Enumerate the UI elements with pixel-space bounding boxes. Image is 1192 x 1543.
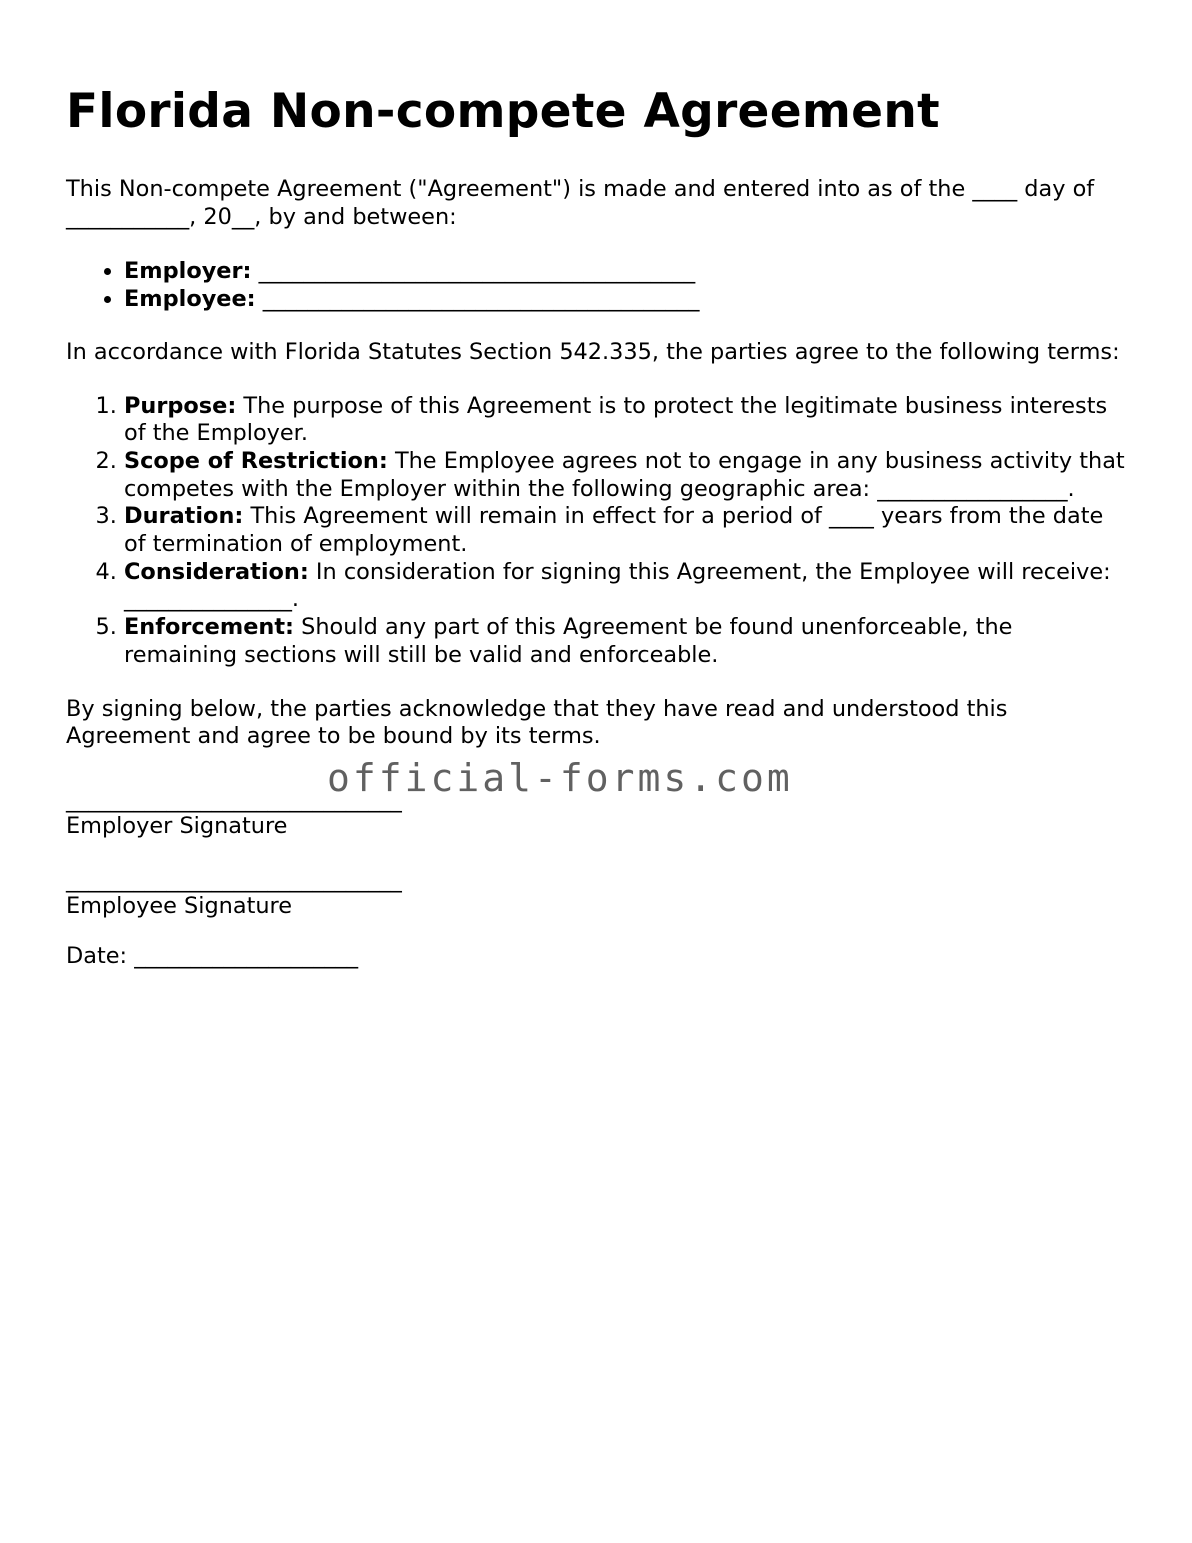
page-title: Florida Non-compete Agreement [66,84,940,139]
term-heading: Duration: [124,503,244,530]
acknowledgment-paragraph: By signing below, the parties acknowledge that they have read and understood this Agreement and agree to be bound by its terms. [66,695,1008,750]
term-purpose [124,393,1126,448]
term-heading: Purpose: [124,392,237,419]
term-text: The purpose of this Agreement is to protect the legitimate business interests of the Employer. [124,392,1108,447]
employee-signature-label: Employee Signature [66,892,293,919]
party-employer [124,257,1126,285]
term-duration [124,503,1126,558]
document-page [66,82,1126,969]
date-row [66,943,1126,969]
intro-paragraph: This Non-compete Agreement ("Agreement") is made and entered into as of the ____ day of ___________, 20__, by and between: [66,176,1095,230]
party-employee-label: Employee: [124,286,256,312]
parties-list [66,257,1126,313]
term-text: Should any part of this Agreement be found unenforceable, the remaining sections will still be valid and enforceable. [124,614,1013,668]
watermark: official-forms.com [327,756,793,800]
employer-signature-label: Employer Signature [66,812,288,839]
signature-block [66,787,1126,919]
term-text: The Employee agrees not to engage in any business activity that competes with the Employer within the following geographic area: _________________. [124,447,1125,502]
date-label: Date: [66,942,128,969]
term-text: This Agreement will remain in effect for a period of ____ years from the date of termination of employment. [124,503,1104,558]
term-consideration [124,559,1126,614]
employer-signature-line: ______________________________ [66,786,402,813]
statute-paragraph: In accordance with Florida Statutes Section 542.335, the parties agree to the following terms: [66,339,1120,365]
term-heading: Consideration: [124,558,309,585]
term-scope [124,448,1126,503]
party-employee [124,285,1126,313]
date-blank: ____________________ [134,942,359,969]
terms-list [66,393,1126,670]
term-heading: Enforcement: [124,614,294,641]
party-employer-label: Employer: [124,258,252,284]
party-employee-blank: _______________________________________ [262,286,700,312]
term-heading: Scope of Restriction: [124,447,388,474]
party-employer-blank: _______________________________________ [258,258,696,284]
term-text: In consideration for signing this Agreement, the Employee will receive: _______________. [124,558,1111,613]
employee-signature-line: ______________________________ [66,866,402,893]
term-enforcement [124,614,1126,669]
